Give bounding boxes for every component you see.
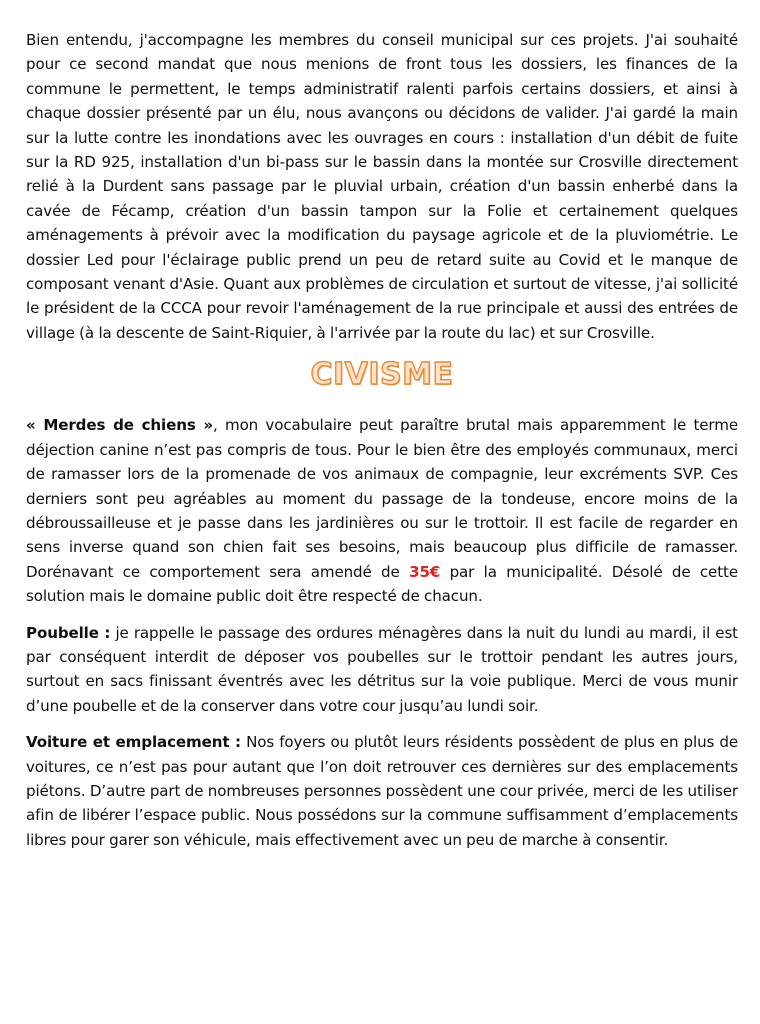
section-heading-wrap [26,357,738,393]
section-heading: CIVISME [310,357,454,393]
bins-label: Poubelle : [26,623,111,642]
fine-amount: 35€ [409,562,441,581]
paragraph-gap [26,609,738,621]
dogs-paragraph [26,413,738,608]
dogs-text-after: par la municipalité. Désolé de cette solution mais le domaine public doit être respecté de chacun. [26,562,738,606]
parking-paragraph [26,730,738,852]
parking-text: Nos foyers ou plutôt leurs résidents possèdent de plus en plus de voitures, ce n’est pas pour autant que l’on doit retrouver ces dernières sur des emplacements piétons. D’autre part de nombreuses personnes possèdent une cour privée, merci de les utiliser afin de libérer l’espace public. Nous possédons sur la commune suffisamment d’emplacements libres pour garer son véhicule, mais effectivement avec un peu de marche à consentir. [26,733,738,849]
dogs-text-before: , mon vocabulaire peut paraître brutal mais apparemment le terme déjection canine n’est pas compris de tous. Pour le bien être des employés communaux, merci de ramasser lors de la promenade de vos animaux de compagnie, leur excréments SVP. Ces derniers sont peu agréables au moment du passage de la tondeuse, encore moins de la débroussailleuse et je passe dans les jardinières ou sur le trottoir. Il est facile de regarder en sens inverse quand son chien fait ses besoins, mais beaucoup plus difficile de ramasser. Dorénavant ce comportement sera amendé de [26,416,738,581]
paragraph-gap [26,718,738,730]
dogs-label: « Merdes de chiens » [26,416,214,435]
bins-paragraph [26,621,738,719]
parking-label: Voiture et emplacement : [26,733,241,752]
intro-paragraph: Bien entendu, j'accompagne les membres du conseil municipal sur ces projets. J'ai souhaité pour ce second mandat que nous menions de front tous les dossiers, les finances de la commune le permettent, le temps administratif ralenti parfois certains dossiers, et ainsi à chaque dossier présenté par un élu, nous avançons ou décidons de valider. J'ai gardé la main sur la lutte contre les inondations avec les ouvrages en cours : installation d'un débit de fuite sur la RD 925, installation d'un bi-pass sur le bassin dans la montée sur Crosville directement relié à la Durdent sans passage par le pluvial urbain, création d'un bassin enherbé dans la cavée de Fécamp, création d'un bassin tampon sur la Folie et certainement quelques aménagements à prévoir avec la modification du paysage agricole et de la pluviométrie. Le dossier Led pour l'éclairage public prend un peu de retard suite au Covid et le manque de composant venant d'Asie. Quant aux problèmes de circulation et surtout de vitesse, j'ai sollicité le président de la CCCA pour revoir l'aménagement de la rue principale et aussi des entrées de village (à la descente de Saint-Riquier, à l'arrivée par la route du lac) et sur Crosville. [26,31,738,342]
bins-text: je rappelle le passage des ordures ménagères dans la nuit du lundi au mardi, il est par conséquent interdit de déposer vos poubelles sur le trottoir pendant les autres jours, surtout en sacs finissant éventrés avec les détritus sur la voie publique. Merci de vous munir d’une poubelle et de la conserver dans votre cour jusqu’au lundi soir. [26,623,738,715]
